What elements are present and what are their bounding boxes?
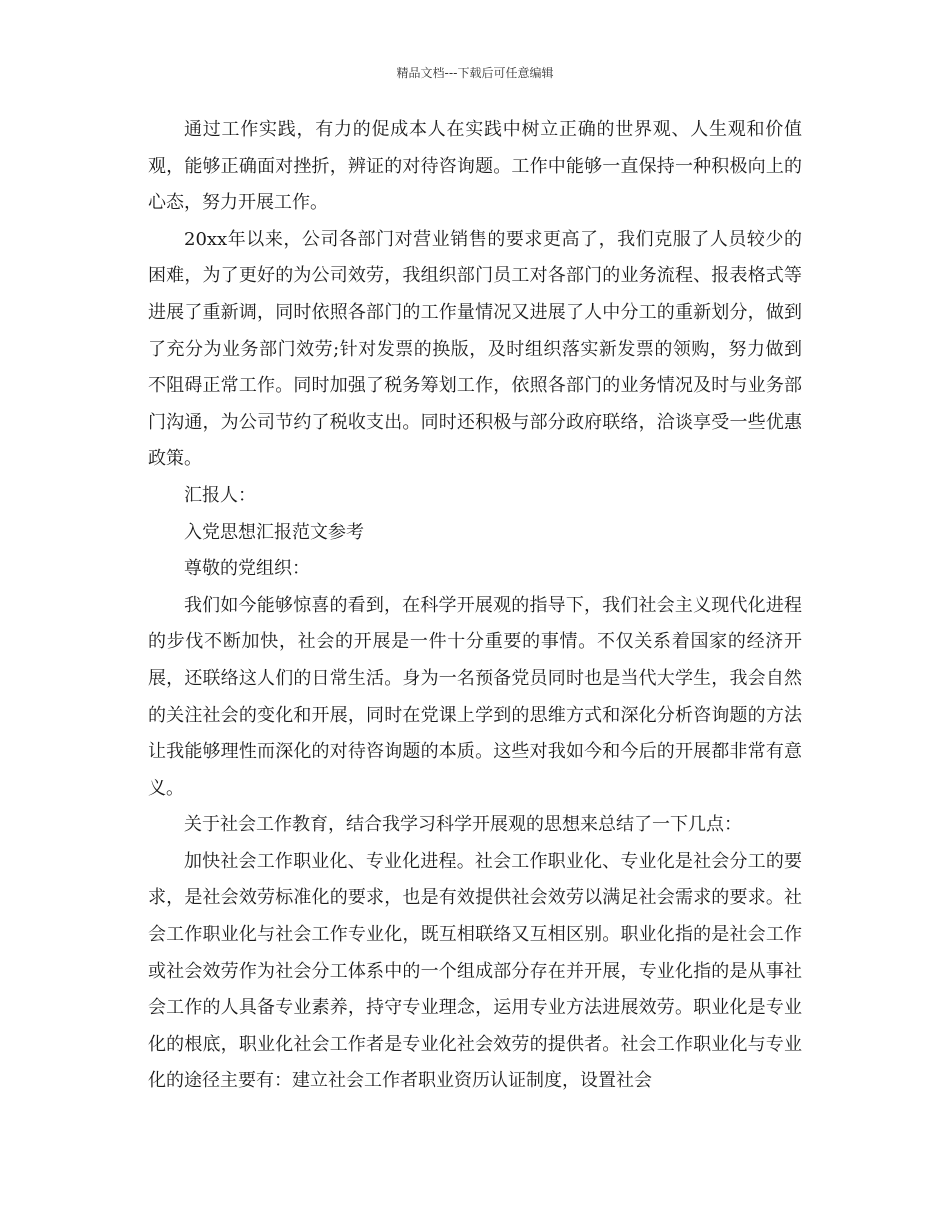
page-header: 精品文档---下载后可任意编辑 xyxy=(396,66,554,80)
paragraph-professionalization: 加快社会工作职业化、专业化进程。社会工作职业化、专业化是社会分工的要求，是社会效劳标准化的要求，也是有效提供社会效劳以满足社会需求的要求。社会工作职业化与社会工作专业化，既互相联络又互相区别。职业化指的是社会工作或社会效劳作为社会分工体系中的一个组成部分存在并开展，专业化指的是从事社会工作的人具备专业素养，持守专业理念，运用专业方法进展效劳。职业化是专业化的根底，职业化社会工作者是专业化社会效劳的提供者。社会工作职业化与专业化的途径主要有：建立社会工作者职业资历认证制度，设置社会 xyxy=(148,850,802,1092)
paragraph-salutation: 尊敬的党组织： xyxy=(184,558,310,580)
paragraph-development: 我们如今能够惊喜的看到，在科学开展观的指导下，我们社会主义现代化进程的步伐不断加快，社会的开展是一件十分重要的事情。不仅关系着国家的经济开展，还联络这人们的日常生活。身为一名预备党员同时也是当代大学生，我会自然的关注社会的变化和开展，同时在党课上学到的思维方式和深化分析咨询题的方法让我能够理性而深化的对待咨询题的本质。这些对我如今和今后的开展都非常有意义。 xyxy=(148,594,802,799)
paragraph-annual-work: 20xx年以来，公司各部门对营业销售的要求更高了，我们克服了人员较少的困难，为了更好的为公司效劳，我组织部门员工对各部门的业务流程、报表格式等进展了重新调，同时依照各部门的工作量情况又进展了人中分工的重新划分，做到了充分为业务部门效劳;针对发票的换版，及时组织落实新发票的领购，努力做到不阻碍正常工作。同时加强了税务筹划工作，依照各部门的业务情况及时与业务部门沟通，为公司节约了税收支出。同时还积极与部分政府联络，洽谈享受一些优惠政策。 xyxy=(148,228,802,470)
paragraph-summary-intro: 关于社会工作教育，结合我学习科学开展观的思想来总结了一下几点： xyxy=(184,814,742,836)
document-body xyxy=(148,112,802,1100)
paragraph-report-title: 入党思想汇报范文参考 xyxy=(184,521,364,543)
paragraph-reporter: 汇报人： xyxy=(184,484,256,506)
paragraph-work-practice: 通过工作实践，有力的促成本人在实践中树立正确的世界观、人生观和价值观，能够正确面对挫折，辨证的对待咨询题。工作中能够一直保持一种积极向上的心态，努力开展工作。 xyxy=(148,119,802,214)
